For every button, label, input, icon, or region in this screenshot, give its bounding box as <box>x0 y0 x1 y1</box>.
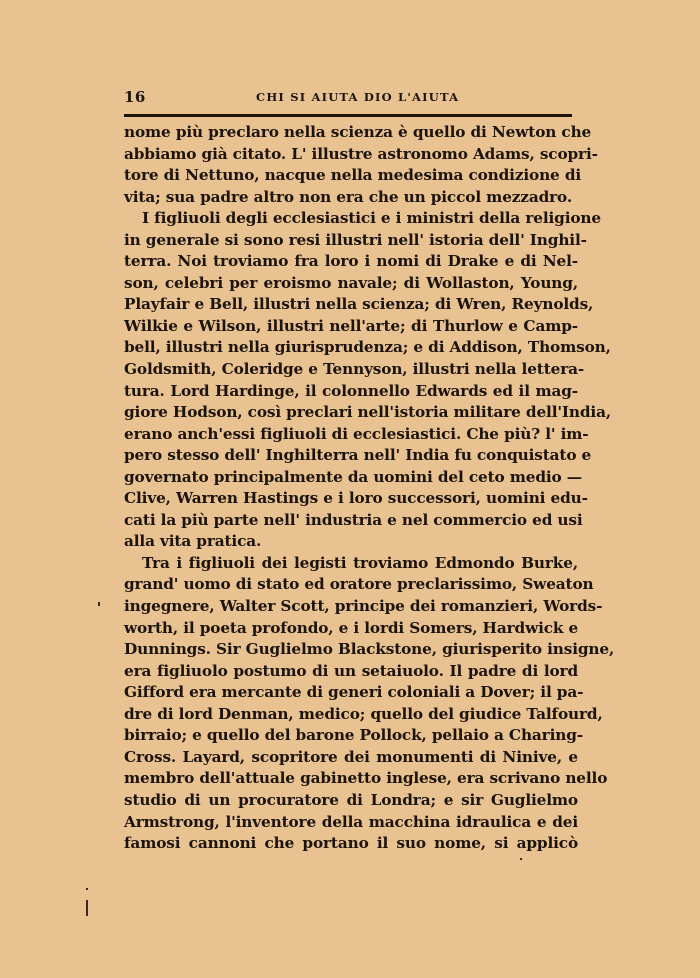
text-line: Armstrong, l'inventore della macchina idraulica e dei <box>124 812 578 831</box>
text-line: grand' uomo di stato ed oratore preclarissimo, Sweaton <box>124 575 594 594</box>
text-line: abbiamo già citato. L' illustre astronomo Adams, scopri- <box>124 144 598 163</box>
text-line: Clive, Warren Hastings e i loro successori, uomini edu- <box>124 489 588 508</box>
text-line: tore di Nettuno, nacque nella medesima condizione di <box>124 166 582 185</box>
text-line: birraio; e quello del barone Pollock, pellaio a Charing- <box>124 726 583 745</box>
text-line: tura. Lord Hardinge, il colonnello Edwards ed il mag- <box>124 381 578 400</box>
text-line: Dunnings. Sir Guglielmo Blackstone, giurisperito insigne, <box>124 640 615 659</box>
text-line: ingegnere, Walter Scott, principe dei romanzieri, Words- <box>124 597 603 616</box>
text-line: Cross. Layard, scopritore dei monumenti di Ninive, e <box>124 747 578 766</box>
paragraph <box>124 208 612 553</box>
text-line: Wilkie e Wilson, illustri nell'arte; di Thurlow e Camp- <box>124 316 578 335</box>
text-line: governato principalmente da uomini del ceto medio — <box>124 467 582 486</box>
text-line: studio di un procuratore di Londra; e sir Guglielmo <box>124 790 578 809</box>
text-line: Gifford era mercante di generi coloniali a Dover; il pa- <box>124 683 584 702</box>
text-line: worth, il poeta profondo, e i lordi Somers, Hardwick e <box>124 618 579 637</box>
page-number: 16 <box>124 88 146 106</box>
ink-speck <box>86 888 88 890</box>
text-line: famosi cannoni che portano il suo nome, si applicò <box>124 834 578 853</box>
text-line: dre di lord Denman, medico; quello del giudice Talfourd, <box>124 704 603 723</box>
page-header <box>124 88 574 108</box>
text-line: cati la più parte nell' industria e nel commercio ed usi <box>124 510 583 529</box>
running-title: CHI SI AIUTA DIO L'AIUTA <box>256 90 460 104</box>
text-line: Goldsmith, Coleridge e Tennyson, illustri nella lettera- <box>124 360 585 379</box>
text-line: in generale si sono resi illustri nell' istoria dell' Inghil- <box>124 230 587 249</box>
text-line: son, celebri per eroismo navale; di Wollaston, Young, <box>124 273 578 292</box>
text-line: terra. Noi troviamo fra loro i nomi di Drake e di Nel- <box>124 252 578 271</box>
text-line: alla vita pratica. <box>124 532 262 551</box>
paragraph <box>124 553 615 855</box>
ink-speck <box>98 602 100 606</box>
header-rule <box>124 114 572 117</box>
text-line: era figliuolo postumo di un setaiuolo. Il padre di lord <box>124 661 578 680</box>
body-text <box>124 122 615 855</box>
text-line: vita; sua padre altro non era che un piccol mezzadro. <box>124 187 573 206</box>
ink-speck <box>520 858 522 860</box>
text-line: erano anch'essi figliuoli di ecclesiastici. Che più? l' im- <box>124 424 589 443</box>
text-line: membro dell'attuale gabinetto inglese, era scrivano nello <box>124 769 608 788</box>
text-line: I figliuoli degli ecclesiastici e i ministri della religione <box>142 209 601 228</box>
ink-speck <box>86 900 88 916</box>
text-line: bell, illustri nella giurisprudenza; e di Addison, Thomson, <box>124 338 611 357</box>
text-line: Tra i figliuoli dei legisti troviamo Edmondo Burke, <box>142 553 578 572</box>
text-line: giore Hodson, così preclari nell'istoria militare dell'India, <box>124 403 612 422</box>
text-line: Playfair e Bell, illustri nella scienza; di Wren, Reynolds, <box>124 295 594 314</box>
text-line: nome più preclaro nella scienza è quello di Newton che <box>124 123 592 141</box>
text-line: pero stesso dell' Inghilterra nell' India fu conquistato e <box>124 446 592 465</box>
paragraph <box>124 122 598 208</box>
